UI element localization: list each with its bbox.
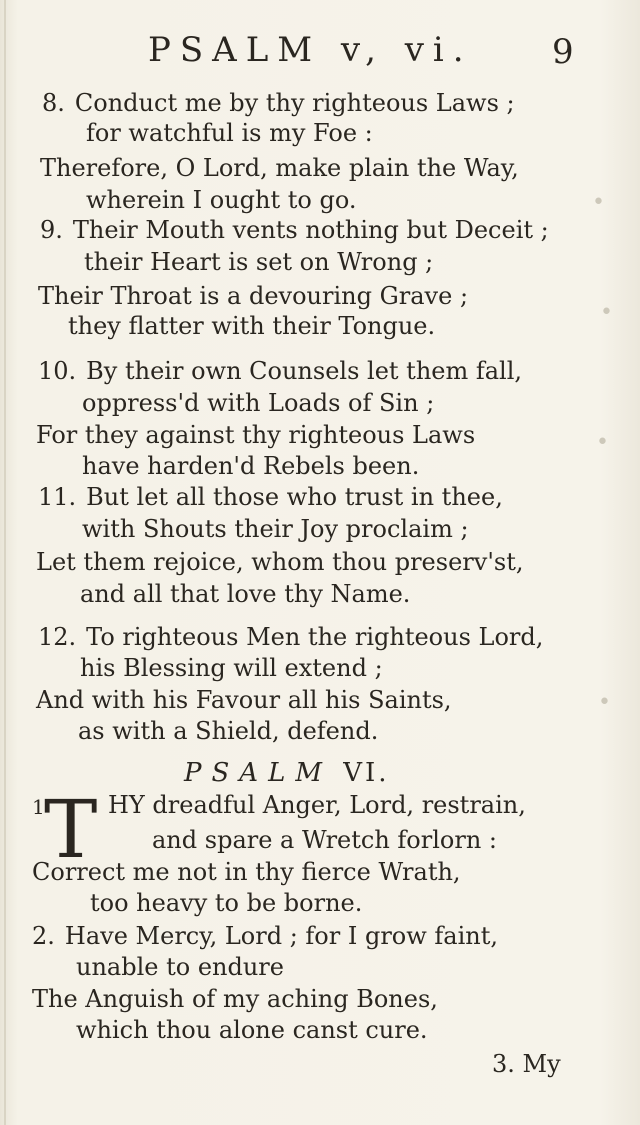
verse-line: And with his Favour all his Saints, [36,686,452,714]
verse-line: Correct me not in thy fierce Wrath, [32,858,461,886]
psalm-heading-word: PSALM [184,758,332,788]
verse-line: oppress'd with Loads of Sin ; [82,389,435,417]
verse-line: For they against thy righteous Laws [36,421,476,449]
catchword: 3. My [492,1050,561,1078]
bleed-through-mark: • [596,430,609,455]
bleed-through-mark: • [600,300,613,325]
verse-line: 9. Their Mouth vents nothing but Deceit ; [40,216,549,244]
verse-line: and all that love thy Name. [80,580,411,608]
page-number: 9 [552,32,574,72]
verse-line: 2. Have Mercy, Lord ; for I grow faint, [32,922,499,950]
verse-number: 8. [42,89,65,117]
verse-number: 10. [38,357,77,385]
verse-line: unable to endure [76,953,284,981]
verse-line: his Blessing will extend ; [80,654,383,682]
psalm-heading-numeral: VI. [343,758,390,788]
verse-line: which thou alone canst cure. [76,1016,428,1044]
bleed-through-mark: • [598,690,611,715]
verse-line: too heavy to be borne. [90,889,363,917]
verse-line: Let them rejoice, whom thou preserv'st, [36,548,524,576]
verse-line: have harden'd Rebels been. [82,452,420,480]
verse-number: 12. [38,623,77,651]
verse-line: 8. Conduct me by thy righteous Laws ; [42,89,515,117]
bleed-through-mark: • [592,190,605,215]
verse-line: they flatter with their Tongue. [68,312,436,340]
psalm-heading [184,758,390,788]
verse-number: 11. [38,483,77,511]
running-header [0,30,640,80]
binding-gutter [4,0,6,1125]
verse-line: and spare a Wretch forlorn : [152,826,497,854]
verse-line: wherein I ought to go. [86,186,357,214]
header-title: PSALM v, vi. [148,30,473,70]
verse-number: 1 [32,795,45,819]
drop-cap: T [44,783,98,876]
verse-line: 12. To righteous Men the righteous Lord, [38,623,544,651]
verse-line: HY dreadful Anger, Lord, restrain, [108,791,526,819]
verse-number: 9. [40,216,63,244]
verse-line: as with a Shield, defend. [78,717,379,745]
verse-line: The Anguish of my aching Bones, [32,985,438,1013]
verse-line: their Heart is set on Wrong ; [84,248,434,276]
verse-line: Therefore, O Lord, make plain the Way, [40,154,519,182]
verse-number: 2. [32,922,55,950]
verse-line: for watchful is my Foe : [86,119,373,147]
verse-line: 10. By their own Counsels let them fall, [38,357,523,385]
verse-line: Their Throat is a devouring Grave ; [38,282,469,310]
verse-line: 11. But let all those who trust in thee, [38,483,503,511]
verse-line: with Shouts their Joy proclaim ; [82,515,469,543]
